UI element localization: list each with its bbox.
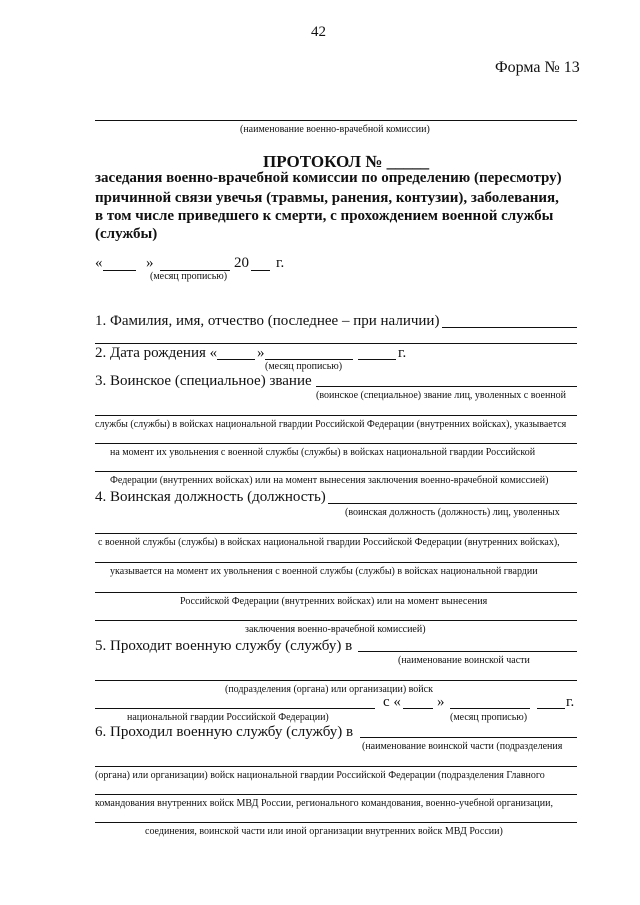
item-1-label: 1. Фамилия, имя, отчество (последнее – при наличии)	[95, 313, 440, 329]
item-4-field[interactable]	[328, 503, 577, 504]
item-6-field[interactable]	[360, 737, 577, 738]
date-year-field[interactable]	[251, 270, 270, 271]
item-4-note-2: с военной службы (службы) в войсках национальной гвардии Российской Федерации (внутренних войсках),	[98, 537, 560, 548]
date-month-caption: (месяц прописью)	[150, 271, 228, 282]
item-3-line-3[interactable]	[95, 443, 577, 444]
item-5-day-field[interactable]	[403, 708, 433, 709]
item-2-month-field[interactable]	[265, 359, 353, 360]
date-year-prefix: 20	[234, 255, 249, 271]
item-1-field[interactable]	[442, 327, 577, 328]
item-3-line-4[interactable]	[95, 471, 577, 472]
subtitle-line-2: причинной связи увечья (травмы, ранения, контузии), заболевания,	[95, 190, 559, 206]
item-5-label: 5. Проходит военную службу (службу) в	[95, 638, 353, 654]
item-5-note-1: (наименование воинской части	[398, 655, 530, 666]
item-5-line-3[interactable]	[95, 708, 375, 709]
item-6-line-3[interactable]	[95, 794, 577, 795]
item-6-label: 6. Проходил военную службу (службу) в	[95, 724, 354, 740]
item-5-since: с «	[383, 694, 401, 710]
item-6-note-4: соединения, воинской части или иной организации внутренних войск МВД России)	[145, 826, 503, 837]
date-day-field[interactable]	[103, 270, 136, 271]
item-5-since-close: »	[437, 694, 445, 710]
item-3-note-3: на момент их увольнения с военной службы (службы) в войсках национальной гвардии Российской	[110, 447, 536, 458]
item-3-note-4: Федерации (внутренних войсках) или на момент вынесения заключения военно-врачебной комиссией)	[110, 475, 549, 486]
item-4-note-5: заключения военно-врачебной комиссией)	[245, 624, 426, 635]
subtitle-line-4: (службы)	[95, 226, 158, 242]
subtitle-line-3: в том числе приведшего к смерти, с прохождением военной службы	[95, 208, 554, 224]
item-6-note-3: командования внутренних войск МВД России, регионального командования, военно-учебной организации,	[95, 798, 553, 809]
item-3-note-2: службы (службы) в войсках национальной гвардии Российской Федерации (внутренних войсках), указывается	[95, 419, 567, 430]
item-5-line-2[interactable]	[95, 680, 577, 681]
item-3-line-2[interactable]	[95, 415, 577, 416]
date-open-quote: «	[95, 255, 103, 271]
item-4-line-2[interactable]	[95, 533, 577, 534]
commission-name-line[interactable]	[95, 120, 577, 121]
item-5-year-field[interactable]	[537, 708, 565, 709]
item-4-line-5[interactable]	[95, 620, 577, 621]
page-number: 42	[311, 24, 326, 40]
date-year-suffix: г.	[276, 255, 285, 271]
item-2-year-field[interactable]	[358, 359, 396, 360]
item-5-note-4: (месяц прописью)	[450, 712, 528, 723]
form-number: Форма № 13	[495, 59, 580, 76]
item-2-day-field[interactable]	[217, 359, 255, 360]
item-4-note-4: Российской Федерации (внутренних войсках) или на момент вынесения	[180, 596, 488, 607]
item-5-note-3: национальной гвардии Российской Федерации)	[127, 712, 329, 723]
item-1-field-2[interactable]	[95, 343, 577, 344]
date-close-quote: »	[146, 255, 154, 271]
item-6-line-4[interactable]	[95, 822, 577, 823]
protocol-title: ПРОТОКОЛ № _____	[263, 152, 430, 171]
subtitle-line-1: заседания военно-врачебной комиссии по определению (пересмотру)	[95, 170, 562, 186]
item-4-label: 4. Воинская должность (должность)	[95, 489, 326, 505]
item-3-note-1: (воинское (специальное) звание лиц, уволенных с военной	[316, 390, 567, 401]
item-5-note-2: (подразделения (органа) или организации) войск	[225, 684, 433, 695]
item-6-note-2: (органа) или организации) войск национальной гвардии Российской Федерации (подразделения Главного	[95, 770, 545, 781]
item-4-line-3[interactable]	[95, 562, 577, 563]
item-5-month-field[interactable]	[450, 708, 530, 709]
item-4-line-4[interactable]	[95, 592, 577, 593]
item-6-note-1: (наименование воинской части (подразделения	[362, 741, 563, 752]
item-2-suffix: г.	[398, 345, 407, 361]
item-2-label: 2. Дата рождения «	[95, 345, 218, 361]
item-6-line-2[interactable]	[95, 766, 577, 767]
commission-caption: (наименование военно-врачебной комиссии)	[240, 124, 430, 135]
item-4-note-3: указывается на момент их увольнения с военной службы (службы) в войсках национальной гвардии	[110, 566, 538, 577]
item-2-caption: (месяц прописью)	[265, 361, 343, 372]
item-5-field[interactable]	[358, 651, 577, 652]
item-2-close-quote: »	[257, 345, 265, 361]
item-3-label: 3. Воинское (специальное) звание	[95, 373, 312, 389]
item-5-suffix: г.	[566, 694, 575, 710]
item-3-field[interactable]	[316, 386, 577, 387]
item-4-note-1: (воинская должность (должность) лиц, уволенных	[345, 507, 560, 518]
